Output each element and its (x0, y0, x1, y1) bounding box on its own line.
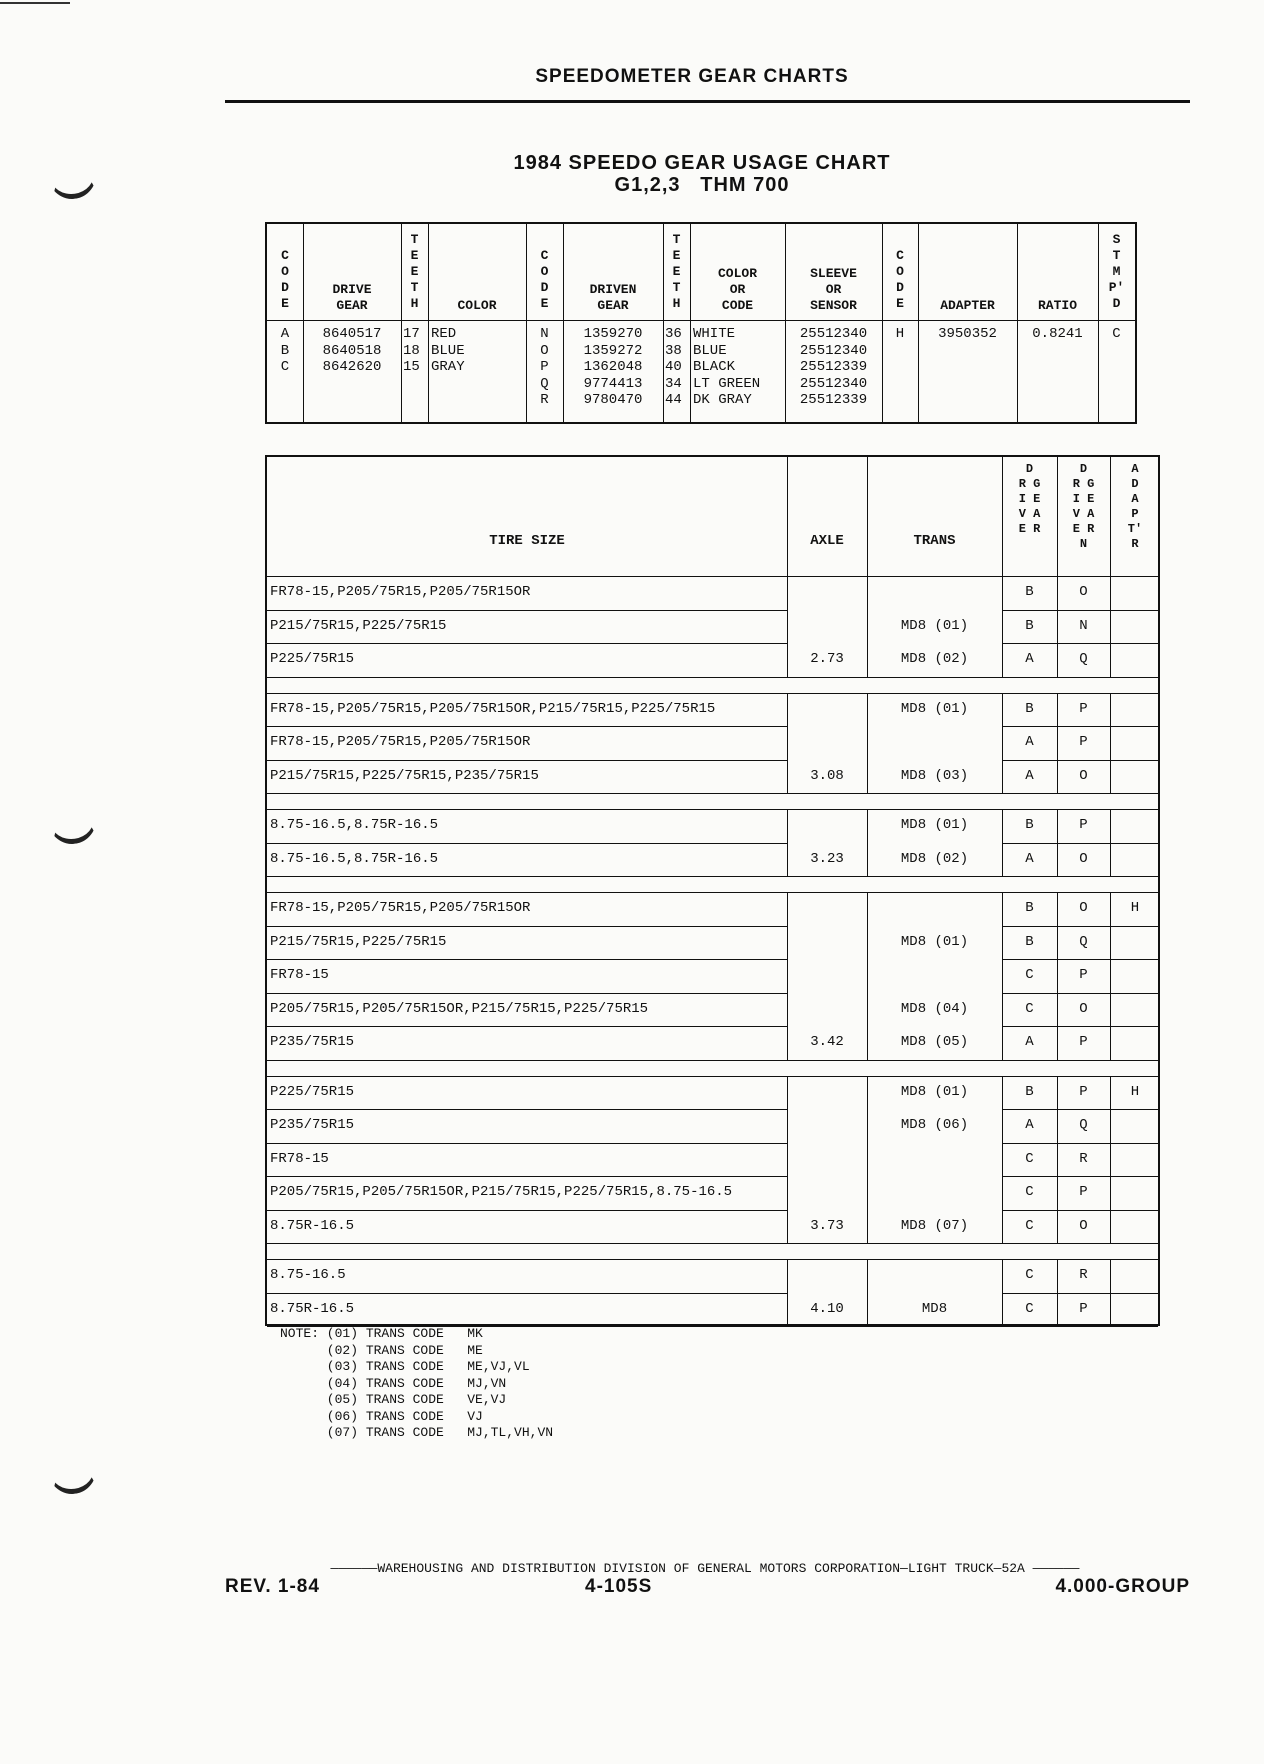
header-rule (225, 100, 1190, 103)
tire-size-cell: FR78-15,P205/75R15,P205/75R15OR (270, 734, 531, 750)
code-header: C O D E (540, 248, 549, 311)
teeth-header: T E E T H (672, 232, 681, 311)
drive-teeth: 17 18 15 (403, 326, 420, 375)
drive-gear-header: DRIVE GEAR (332, 282, 372, 313)
drive-gear-cell: A (1025, 651, 1034, 667)
driven-gear-cell: N (1079, 617, 1088, 634)
tire-size-usage-table (265, 455, 1160, 1326)
drive-gear-cell: A (1025, 734, 1034, 750)
drive-gear-cell: C (1025, 1184, 1034, 1200)
driven-gear-header: D R G I E V A E R N (1072, 462, 1095, 551)
trans-code-notes: NOTE: (01) TRANS CODE MK (02) TRANS CODE ME (03) TRANS CODE ME,VJ,VL (04) TRANS CODE MJ,VN (05) TRANS CODE VE,VJ (06) TRANS CODE VJ (07) TRANS CODE MJ,TL,VH,VN (280, 1326, 554, 1440)
trans-cell: MD8 (02) (900, 651, 969, 667)
drive-colors: RED BLUE GRAY (431, 326, 465, 375)
tire-size-cell: 8.75-16.5 (270, 1267, 346, 1283)
drive-gear-numbers: 8640517 8640518 8642620 (322, 326, 382, 375)
trans-cell: MD8 (07) (900, 1217, 969, 1234)
axle-ratio-cell: 3.42 (810, 1034, 844, 1050)
tire-size-cell: P225/75R15 (270, 1083, 355, 1100)
driven-colors: WHITE BLUE BLACK LT GREEN DK GRAY (693, 326, 761, 408)
driven-gear-cell: R (1079, 1267, 1088, 1283)
driven-gear-numbers: 1359270 1359272 1362048 9774413 9780470 (583, 326, 643, 408)
color-or-code-header: COLOR OR CODE (717, 266, 757, 313)
axle-ratio-cell: 4.10 (810, 1300, 844, 1317)
axle-ratio-cell: 3.23 (810, 850, 844, 867)
driven-gear-cell: O (1079, 767, 1088, 784)
drive-gear-cell: A (1025, 1117, 1034, 1133)
drive-gear-cell: B (1025, 1083, 1034, 1100)
tire-size-cell: 8.75-16.5,8.75R-16.5 (270, 817, 439, 833)
drive-gear-cell: A (1025, 767, 1034, 784)
driven-gear-cell: Q (1079, 651, 1088, 667)
tire-size-cell: FR78-15,P205/75R15,P205/75R15OR (270, 900, 531, 916)
adapter-header: A D A P T' R (1127, 462, 1143, 551)
driven-gear-cell: O (1079, 584, 1088, 600)
drive-gear-cell: A (1025, 1034, 1034, 1050)
driven-teeth: 36 38 40 34 44 (665, 326, 682, 408)
drive-gear-cell: B (1025, 617, 1034, 634)
binder-hole-icon (48, 795, 92, 839)
tire-size-cell: P205/75R15,P205/75R15OR,P215/75R15,P225/75R15 (270, 1000, 649, 1017)
tire-size-cell: 8.75R-16.5 (270, 1300, 355, 1317)
driven-gear-header: DRIVEN GEAR (589, 282, 637, 313)
trans-cell: MD8 (01) (900, 1083, 969, 1100)
adapter-header: ADAPTER (940, 298, 995, 313)
driven-gear-cell: P (1079, 967, 1088, 983)
stmpd-value: C (1112, 326, 1121, 342)
axle-ratio-cell: 3.73 (810, 1217, 844, 1234)
tire-size-cell: FR78-15,P205/75R15,P205/75R15OR,P215/75R15,P225/75R15 (270, 700, 716, 717)
axle-ratio-cell: 2.73 (810, 651, 844, 667)
adapter-cell: H (1130, 900, 1140, 916)
trans-cell: MD8 (04) (900, 1000, 969, 1017)
trans-cell: MD8 (03) (900, 767, 969, 784)
footer-division-line: ——————WAREHOUSING AND DISTRIBUTION DIVISION OF GENERAL MOTORS CORPORATION—LIGHT TRUCK—52A —————— (330, 1561, 1080, 1576)
drive-gear-cell: C (1025, 1217, 1034, 1234)
driven-gear-cell: Q (1079, 1117, 1088, 1133)
tire-size-cell: P235/75R15 (270, 1117, 355, 1133)
drive-gear-cell: B (1025, 817, 1034, 833)
trans-cell: MD8 (921, 1300, 948, 1317)
tire-size-cell: 8.75R-16.5 (270, 1217, 355, 1234)
footer-revision: REV. 1-84 (225, 1576, 320, 1597)
tire-size-cell: P235/75R15 (270, 1034, 355, 1050)
trans-cell: MD8 (01) (900, 617, 969, 634)
driven-gear-cell: P (1079, 1300, 1088, 1317)
drive-codes: A B C (280, 326, 290, 375)
trans-cell: MD8 (01) (900, 933, 969, 950)
driven-gear-cell: O (1079, 850, 1088, 867)
code-header: C O D E (281, 248, 289, 311)
teeth-header: T E E T H (410, 232, 419, 311)
ratio-value: 0.8241 (1032, 326, 1083, 342)
trans-cell: MD8 (02) (900, 850, 969, 867)
tire-size-cell: P225/75R15 (270, 651, 355, 667)
drive-gear-cell: C (1025, 967, 1034, 983)
color-header: COLOR (457, 298, 497, 313)
tire-size-cell: P215/75R15,P225/75R15 (270, 933, 447, 950)
tire-size-header: TIRE SIZE (489, 533, 565, 549)
chart-title-line2: G1,2,3 THM 700 (614, 174, 790, 196)
trans-header: TRANS (913, 533, 956, 549)
driven-gear-cell: O (1079, 1217, 1088, 1234)
chart-title-line1: 1984 SPEEDO GEAR USAGE CHART (513, 152, 891, 174)
ratio-header: RATIO (1037, 298, 1077, 313)
trans-cell: MD8 (05) (900, 1034, 969, 1050)
adapter-number: 3950352 (938, 326, 997, 342)
gear-spec-table (265, 222, 1137, 424)
axle-ratio-cell: 3.08 (810, 767, 844, 784)
driven-gear-cell: P (1079, 1184, 1088, 1200)
adapter-cell: H (1130, 1083, 1140, 1100)
driven-gear-cell: P (1079, 817, 1088, 833)
axle-header: AXLE (810, 533, 844, 549)
footer-group: 4.000-GROUP (1055, 1576, 1190, 1597)
sleeve-or-sensor-header: SLEEVE OR SENSOR (810, 266, 857, 313)
footer-page-number: 4-105S (585, 1576, 653, 1597)
driven-gear-cell: P (1079, 700, 1088, 717)
trans-cell: MD8 (06) (900, 1117, 969, 1133)
code-header: C O D E (896, 248, 904, 311)
page-header-title: SPEEDOMETER GEAR CHARTS (535, 66, 849, 87)
tire-size-cell: P205/75R15,P205/75R15OR,P215/75R15,P225/75R15,8.75-16.5 (270, 1184, 733, 1200)
driven-gear-cell: P (1079, 1034, 1088, 1050)
tire-size-cell: FR78-15 (270, 1150, 329, 1167)
driven-gear-cell: O (1079, 1000, 1088, 1017)
drive-gear-cell: C (1025, 1300, 1034, 1317)
tire-size-cell: P215/75R15,P225/75R15 (270, 617, 447, 634)
driven-gear-cell: P (1079, 734, 1088, 750)
driven-gear-cell: Q (1079, 933, 1088, 950)
binder-hole-icon (48, 1445, 92, 1489)
drive-gear-cell: B (1025, 933, 1034, 950)
driven-codes: N O P Q R (540, 326, 549, 408)
driven-gear-cell: P (1079, 1083, 1088, 1100)
drive-gear-cell: A (1025, 850, 1034, 867)
drive-gear-cell: B (1025, 584, 1034, 600)
drive-gear-cell: C (1025, 1150, 1034, 1167)
drive-gear-cell: B (1025, 900, 1034, 916)
tire-size-cell: FR78-15 (270, 967, 329, 983)
tire-size-cell: FR78-15,P205/75R15,P205/75R15OR (270, 584, 531, 600)
tire-size-cell: P215/75R15,P225/75R15,P235/75R15 (270, 767, 539, 784)
sleeve-numbers: 25512340 25512340 25512339 25512340 25512339 (799, 326, 868, 408)
adapter-code: H (895, 326, 905, 342)
drive-gear-cell: C (1025, 1000, 1034, 1017)
drive-gear-cell: C (1025, 1267, 1034, 1283)
trans-cell: MD8 (01) (900, 817, 969, 833)
drive-gear-header: D R G I E V A E R (1018, 462, 1041, 536)
trans-cell: MD8 (01) (900, 700, 969, 717)
corner-rule (0, 2, 70, 4)
tire-size-cell: 8.75-16.5,8.75R-16.5 (270, 850, 439, 867)
driven-gear-cell: R (1079, 1150, 1088, 1167)
drive-gear-cell: B (1025, 700, 1034, 717)
stmpd-header: S T M P' D (1108, 232, 1125, 311)
driven-gear-cell: O (1079, 900, 1088, 916)
